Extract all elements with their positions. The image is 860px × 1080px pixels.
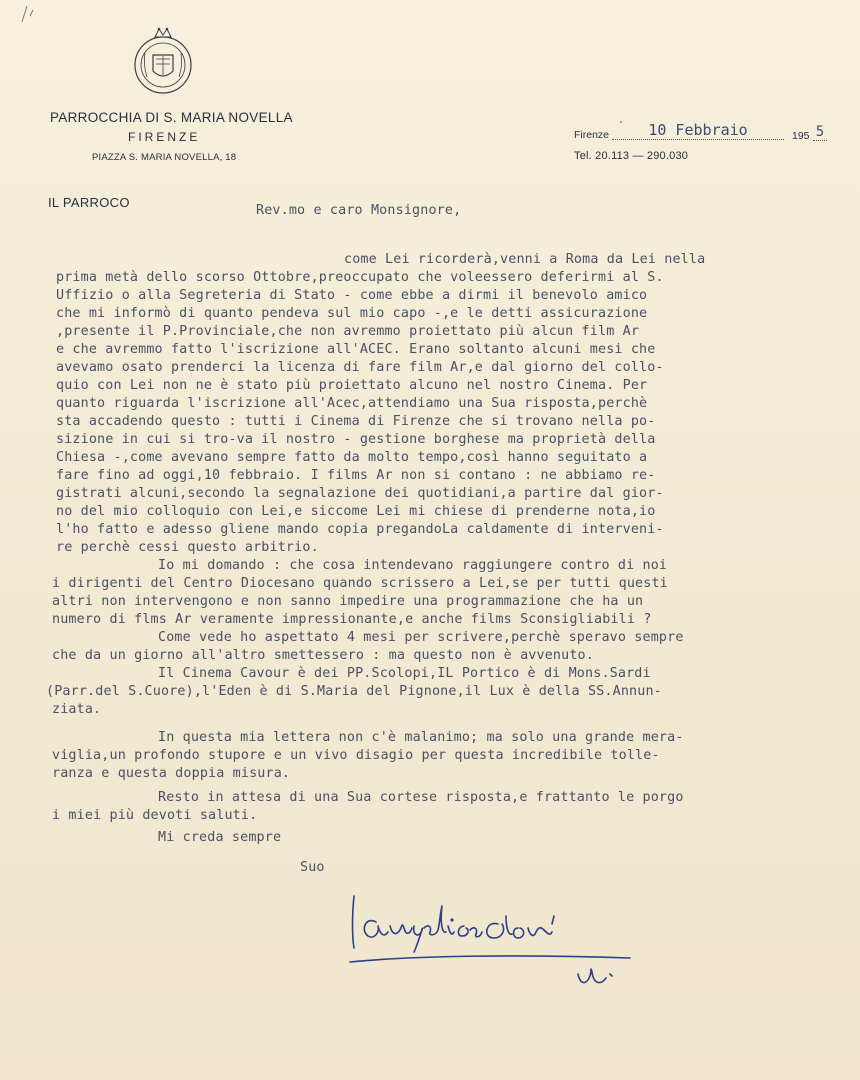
parish-city: FIRENZE: [128, 130, 201, 144]
sender-title: IL PARROCO: [48, 195, 130, 210]
body-line: re perchè cessi questo arbitrio.: [56, 540, 319, 555]
body-line: prima metà dello scorso Ottobre,preoccupato che voleessero deferirmi al S.: [56, 270, 664, 285]
body-line: Uffizio o alla Segreteria di Stato - come ebbe a dirmi il benevolo amico: [56, 288, 648, 303]
pencil-mark: [18, 2, 38, 24]
body-line: Mi creda sempre: [158, 830, 282, 845]
body-line: avevamo osato prenderci la licenza di fare film Ar,e dal giorno del collo-: [56, 360, 664, 375]
body-line: In questa mia lettera non c'è malanimo; ma solo una grande mera-: [158, 730, 684, 745]
body-line: sizione in cui si tro-va il nostro - gestione borghese ma proprietà della: [56, 432, 656, 447]
parish-address: PIAZZA S. MARIA NOVELLA, 18: [92, 152, 237, 163]
body-line: Chiesa -,come avevano sempre fatto da molto tempo,così hanno seguitato a: [56, 450, 648, 465]
parish-name: PARROCCHIA DI S. MARIA NOVELLA: [50, 110, 293, 125]
body-line: che mi informò di quanto pendeva sul mio capo -,e le detti assicurazione: [56, 306, 648, 321]
body-line: i dirigenti del Centro Diocesano quando scrissero a Lei,se per tutti questi: [52, 576, 668, 591]
body-line: Come vede ho aspettato 4 mesi per scrivere,perchè speravo sempre: [158, 630, 684, 645]
year-prefix: 195: [792, 130, 810, 142]
body-line: ziata.: [52, 702, 102, 717]
body-line: fare fino ad oggi,10 febbraio. I films Ar non si contano : ne abbiamo re-: [56, 468, 656, 483]
year-digit: 5: [813, 124, 827, 141]
body-line: quio con Lei non ne è stato più proiettato alcuno nel nostro Cinema. Per: [56, 378, 648, 393]
body-line: altri non intervengono e non sanno impedire una programmazione che ha un: [52, 594, 644, 609]
salutation: Rev.mo e caro Monsignore,: [256, 203, 462, 218]
body-line: Io mi domando : che cosa intendevano raggiungere contro di noi: [158, 558, 668, 573]
body-line: sta accadendo questo : tutti i Cinema di Firenze che si trovano nella po-: [56, 414, 656, 429]
body-line: Il Cinema Cavour è dei PP.Scolopi,IL Portico è di Mons.Sardi: [158, 666, 651, 681]
body-line: viglia,un profondo stupore e un vivo disagio per questa incredibile tolle-: [52, 748, 660, 763]
letter-date: 10 Febbraio: [612, 121, 784, 140]
closing-suo: Suo: [300, 860, 325, 875]
body-line: ranza e questa doppia misura.: [52, 766, 291, 781]
body-line: numero di flms Ar veramente impressionante,e anche films Sconsigliabili ?: [52, 612, 652, 627]
body-line: che da un giorno all'altro smettessero : ma questo non è avvenuto.: [52, 648, 594, 663]
body-line: come Lei ricorderà,venni a Roma da Lei nella: [344, 252, 706, 267]
parish-crest-icon: [131, 25, 195, 97]
body-line: (Parr.del S.Cuore),l'Eden è di S.Maria del Pignone,il Lux è della SS.Annun-: [46, 684, 662, 699]
date-tick-mark: ': [620, 120, 622, 131]
body-line: i miei più devoti saluti.: [52, 808, 258, 823]
body-line: no del mio colloquio con Lei,e siccome Lei mi chiese di prenderne nota,io: [56, 504, 656, 519]
body-line: gistrati alcuni,secondo la segnalazione dei quotidiani,a partire dal gior-: [56, 486, 664, 501]
date-place-label: Firenze: [574, 129, 610, 141]
body-line: quanto riguarda l'iscrizione all'Acec,attendiamo una Sua risposta,perchè: [56, 396, 648, 411]
handwritten-signature: [340, 886, 640, 996]
body-line: l'ho fatto e adesso gliene mando copia pregandoLa caldamente di interveni-: [56, 522, 664, 537]
phone-numbers: Tel. 20.113 — 290.030: [574, 150, 689, 162]
body-line: e che avremmo fatto l'iscrizione all'ACEC. Erano soltanto alcuni mesi che: [56, 342, 656, 357]
body-line: Resto in attesa di una Sua cortese risposta,e frattanto le porgo: [158, 790, 684, 805]
body-line: ,presente il P.Provinciale,che non avremmo proiettato più alcun film Ar: [56, 324, 640, 339]
